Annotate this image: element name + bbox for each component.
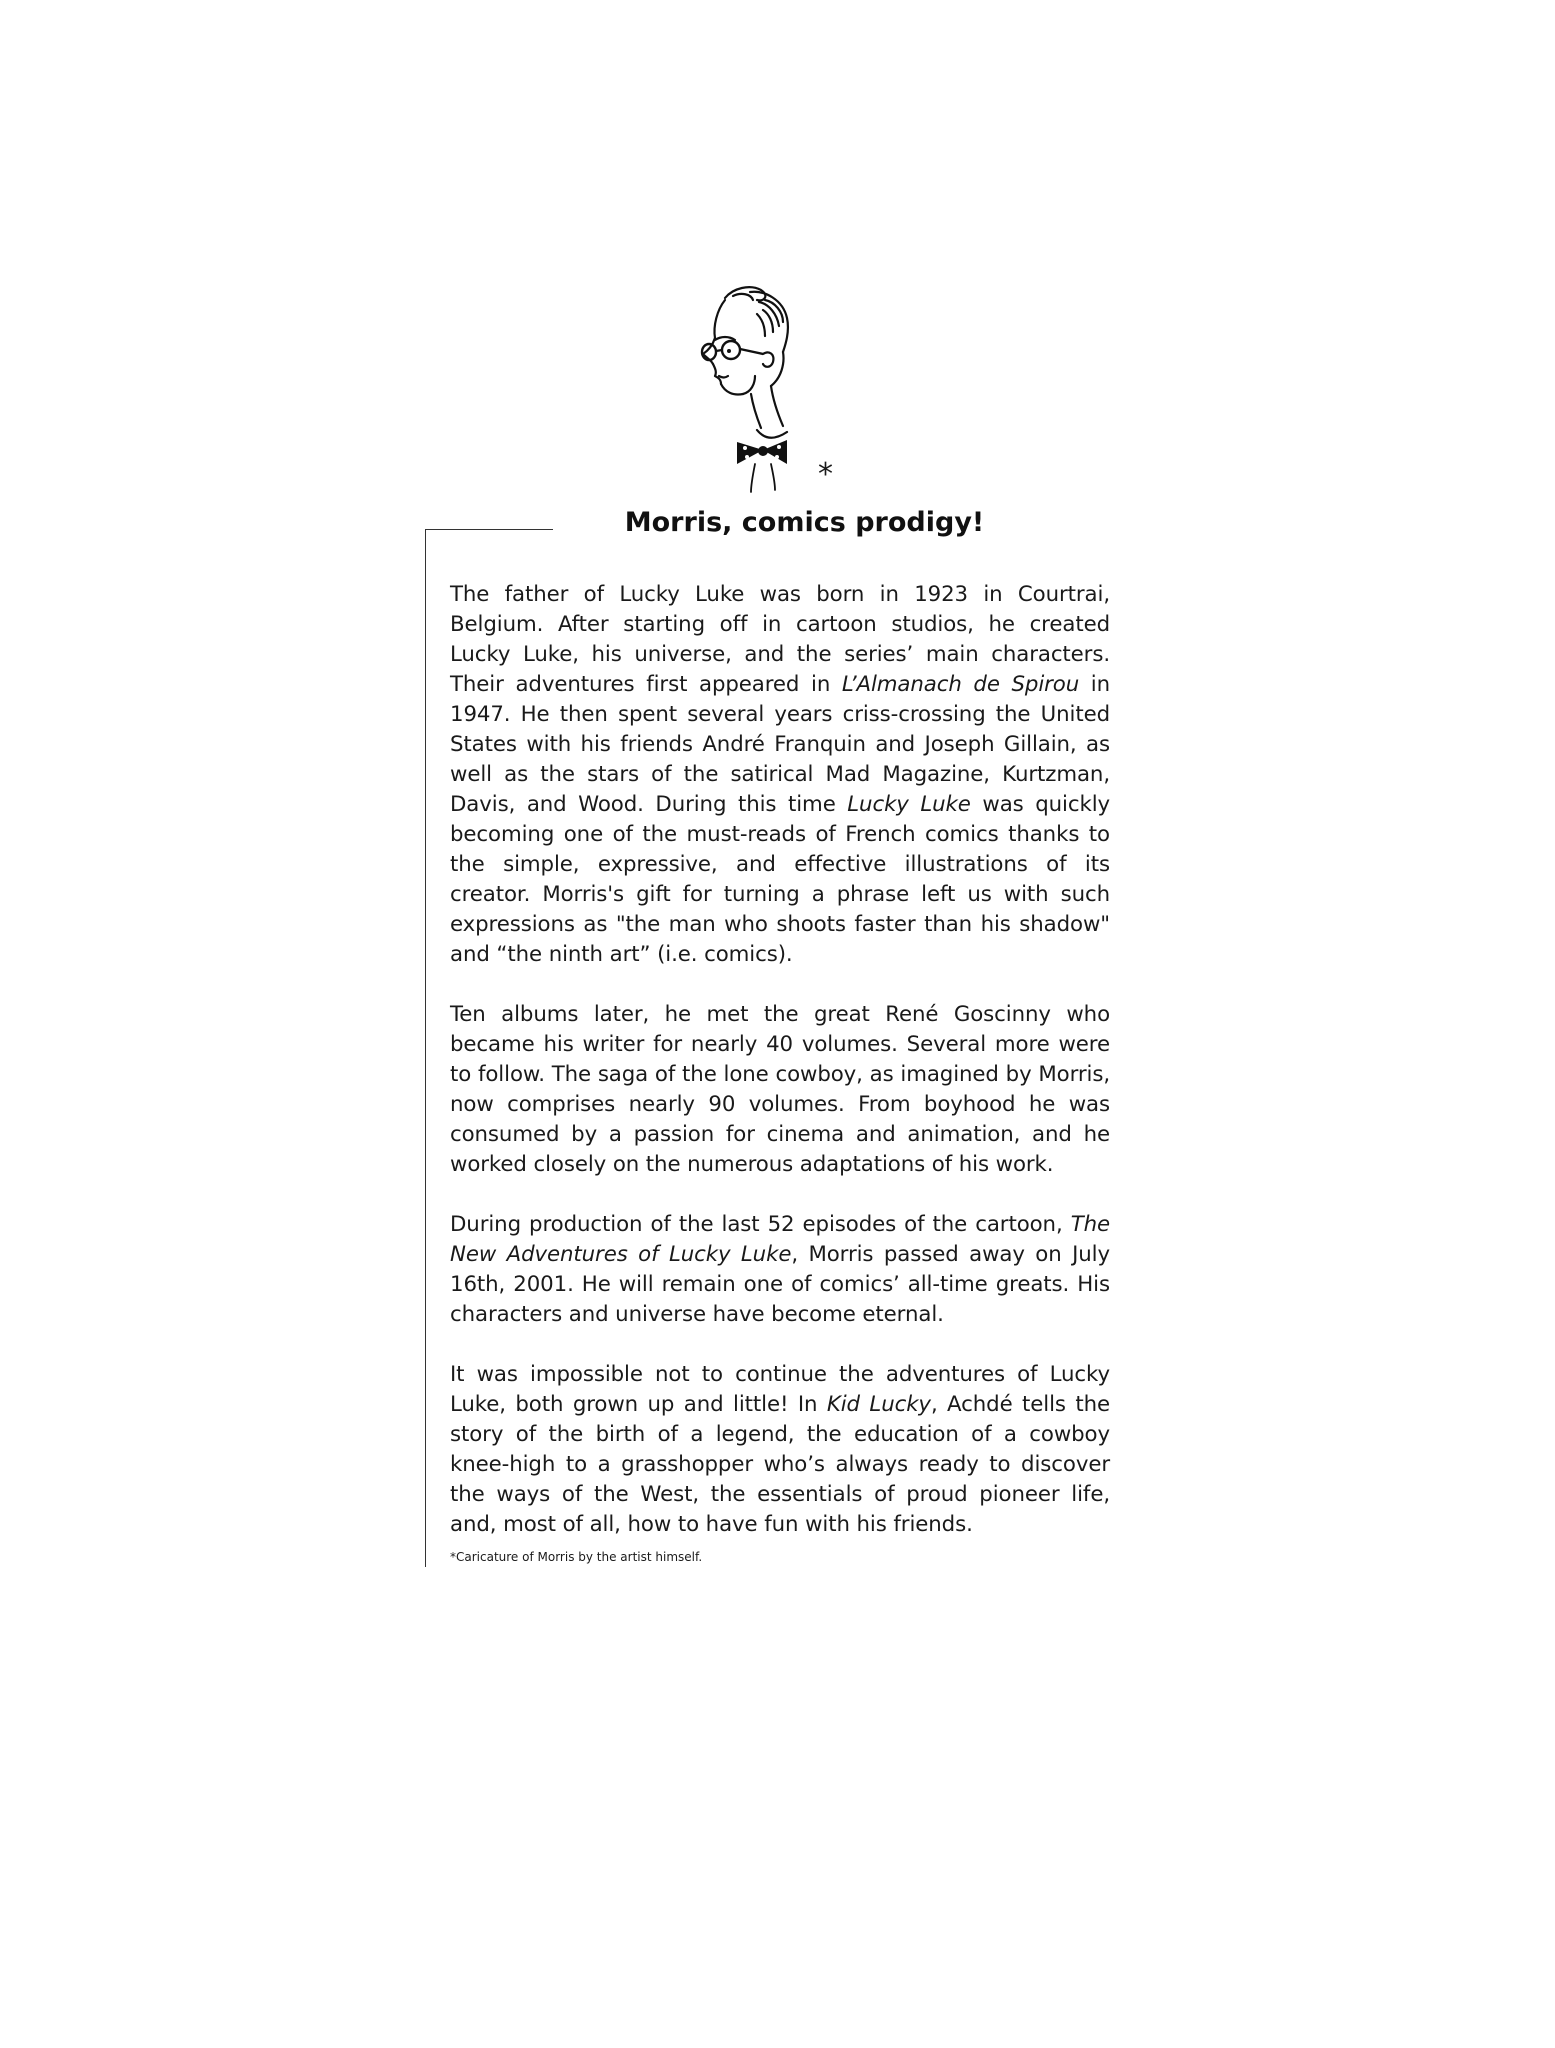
paragraph-birth-and-career: The father of Lucky Luke was born in 1923 in Courtrai, Belgium. After starting off in cartoon studios, he created Lucky Luke, his universe, and the series’ main characters. Their adventures first appeared in L’Almanach de Spirou in 1947. He then spent several years criss-crossing the United States with his friends André Franquin and Joseph Gillain, as well as the stars of the satirical Mad Magazine, Kurtzman, Davis, and Wood. During this time Lucky Luke was quickly becoming one of the must-reads of French comics thanks to the simple, expressive, and effective illustrations of its creator. Morris's gift for turning a phrase left us with such expressions as "the man who shoots faster than his shadow" and “the ninth art” (i.e. comics).: [450, 582, 1111, 967]
frame-left-rule: [425, 529, 426, 1567]
page-title: Morris, comics prodigy!: [624, 507, 985, 538]
paragraph-kid-lucky: It was impossible not to continue the adventures of Lucky Luke, both grown up and little! In Kid Lucky, Achdé tells the story of the birth of a legend, the education of a cowboy knee-high to a grasshopper who’s always ready to discover the ways of the West, the essentials of proud pioneer life, and, most of all, how to have fun with his friends.: [450, 1362, 1111, 1537]
paragraph-death: During production of the last 52 episodes of the cartoon, The New Adventures of Lucky Luke, Morris passed away on July 16th, 2001. He will remain one of comics’ all-time greats. His characters and universe have become eternal.: [450, 1212, 1110, 1327]
caricature-footnote: *Caricature of Morris by the artist himself.: [450, 1550, 703, 1564]
article-body: [450, 580, 1110, 1540]
paragraph-goscinny: Ten albums later, he met the great René Goscinny who became his writer for nearly 40 volumes. Several more were to follow. The saga of the lone cowboy, as imagined by Morris, now comprises nearly 90 volumes. From boyhood he was consumed by a passion for cinema and animation, and he worked closely on the numerous adaptations of his work.: [450, 1002, 1110, 1177]
caricature-asterisk: *: [818, 457, 833, 492]
